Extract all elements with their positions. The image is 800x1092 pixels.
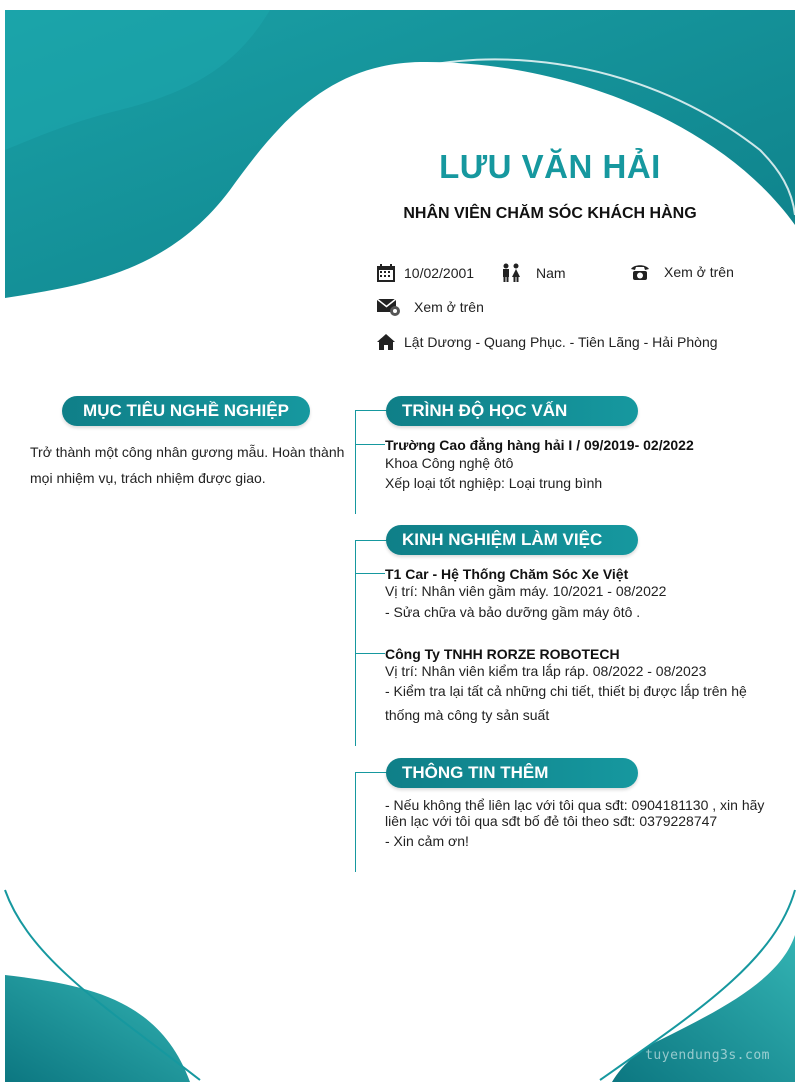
phone-row bbox=[630, 263, 734, 281]
candidate-name: LƯU VĂN HẢI bbox=[439, 148, 661, 185]
additional-line-2: liên lạc với tôi qua sđt bố đẻ tôi theo sđt: 0379228747 bbox=[385, 813, 718, 829]
job-title: NHÂN VIÊN CHĂM SÓC KHÁCH HÀNG bbox=[403, 205, 697, 222]
gender-icon bbox=[500, 263, 522, 283]
additional-tick bbox=[355, 772, 387, 773]
gender-value: Nam bbox=[536, 265, 566, 281]
email-row bbox=[376, 297, 484, 317]
education-heading: TRÌNH ĐỘ HỌC VẤN bbox=[386, 396, 638, 426]
experience-tick bbox=[355, 540, 387, 541]
additional-heading: THÔNG TIN THÊM bbox=[386, 758, 638, 788]
additional-line-3: - Xin cảm ơn! bbox=[385, 833, 469, 849]
objective-line-1: Trở thành một công nhân gương mẫu. Hoàn thành bbox=[30, 444, 345, 460]
bottom-left-wave bbox=[5, 975, 190, 1082]
watermark: tuyendung3s.com bbox=[645, 1048, 770, 1063]
dob-row bbox=[376, 263, 474, 283]
experience-heading: KINH NGHIỆM LÀM VIỆC bbox=[386, 525, 638, 555]
job-2-description-1: - Kiểm tra lại tất cả những chi tiết, thiết bị được lắp trên hệ bbox=[385, 683, 747, 699]
phone-value: Xem ở trên bbox=[664, 264, 734, 280]
job-2-description-2: thống mà công ty sản suất bbox=[385, 707, 550, 723]
education-line bbox=[355, 410, 356, 514]
dob-value: 10/02/2001 bbox=[404, 265, 475, 281]
education-tick bbox=[355, 410, 387, 411]
education-entry-tick bbox=[355, 444, 385, 445]
address-row bbox=[376, 333, 718, 351]
job-2-tick bbox=[355, 653, 385, 654]
home-icon bbox=[376, 333, 396, 351]
phone-icon bbox=[630, 263, 650, 281]
email-value: Xem ở trên bbox=[414, 299, 484, 315]
job-2-company: Công Ty TNHH RORZE ROBOTECH bbox=[385, 646, 620, 662]
job-1-company: T1 Car - Hệ Thống Chăm Sóc Xe Việt bbox=[385, 566, 629, 582]
education-grade: Xếp loại tốt nghiệp: Loại trung bình bbox=[385, 475, 603, 491]
gender-row bbox=[500, 263, 566, 283]
experience-line bbox=[355, 540, 356, 746]
objective-text bbox=[30, 439, 360, 491]
email-icon bbox=[376, 297, 402, 317]
education-school: Trường Cao đẳng hàng hải I / 09/2019- 02/2022 bbox=[385, 437, 694, 453]
objective-line-2: mọi nhiệm vụ, trách nhiệm được giao. bbox=[30, 470, 266, 486]
additional-line bbox=[355, 772, 356, 872]
job-1-tick bbox=[355, 573, 385, 574]
objective-heading: MỤC TIÊU NGHỀ NGHIỆP bbox=[62, 396, 310, 426]
education-major: Khoa Công nghệ ôtô bbox=[385, 455, 514, 471]
address-value: Lật Dương - Quang Phục. - Tiên Lãng - Hải Phòng bbox=[404, 334, 718, 350]
calendar-icon bbox=[376, 263, 396, 283]
job-1-position: Vị trí: Nhân viên gầm máy. 10/2021 - 08/2022 bbox=[385, 583, 667, 599]
job-2-position: Vị trí: Nhân viên kiểm tra lắp ráp. 08/2022 - 08/2023 bbox=[385, 663, 707, 679]
job-1-description: - Sửa chữa và bảo dưỡng gầm máy ôtô . bbox=[385, 604, 641, 620]
additional-line-1: - Nếu không thể liên lạc với tôi qua sđt: 0904181130 , xin hãy bbox=[385, 797, 765, 813]
